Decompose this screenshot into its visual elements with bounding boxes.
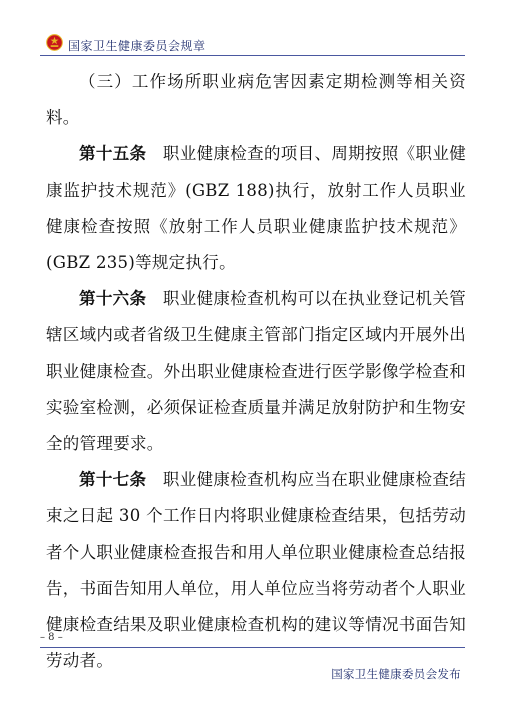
document-body bbox=[46, 64, 466, 679]
article-text: 职业健康检查的项目、周期按照《职业健康监护技术规范》(GBZ 188)执行，放射工作人员职业健康检查按照《放射工作人员职业健康监护技术规范》(GBZ 235)等规定执行。 bbox=[46, 144, 467, 273]
article-number: 第十七条 bbox=[79, 470, 147, 490]
header-divider bbox=[40, 55, 465, 56]
header-title: 国家卫生健康委员会规章 bbox=[68, 39, 206, 53]
article-number: 第十六条 bbox=[79, 289, 147, 309]
article-16 bbox=[46, 281, 466, 462]
article-15 bbox=[46, 136, 466, 281]
national-emblem-icon bbox=[46, 34, 63, 51]
footer-publisher: 国家卫生健康委员会发布 bbox=[331, 667, 461, 681]
article-text: 职业健康检查机构可以在执业登记机关管辖区域内或者省级卫生健康主管部门指定区域内开展外出职业健康检查。外出职业健康检查进行医学影像学检查和实验室检测，必须保证检查质量并满足放射防护和生物安全的管理要求。 bbox=[46, 289, 467, 454]
page-header bbox=[0, 0, 505, 60]
article-number: 第十五条 bbox=[79, 144, 147, 164]
page-number: – 8 – bbox=[40, 632, 63, 643]
list-item-3: （三）工作场所职业病危害因素定期检测等相关资料。 bbox=[46, 72, 466, 128]
footer-divider bbox=[40, 647, 465, 648]
article-text: 职业健康检查机构应当在职业健康检查结束之日起 30 个工作日内将职业健康检查结果，包括劳动者个人职业健康检查报告和用人单位职业健康检查总结报告，书面告知用人单位，用人单位应当将劳动者个人职业健康检查结果及职业健康检查机构的建议等情况书面告知劳动者。 bbox=[46, 470, 467, 671]
